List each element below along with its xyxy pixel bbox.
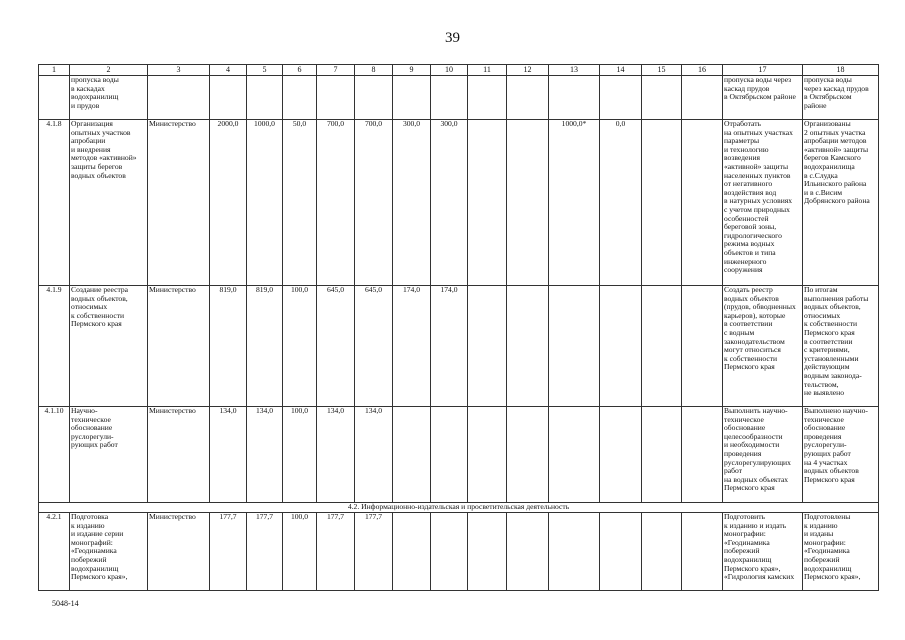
value-cell <box>600 407 642 503</box>
executor: Министерство <box>148 407 210 503</box>
col-header: 18 <box>803 65 879 76</box>
col-header: 11 <box>468 65 507 76</box>
col-header: 13 <box>549 65 600 76</box>
page-number: 39 <box>445 30 460 46</box>
executor: Министерство <box>148 513 210 591</box>
value-cell <box>507 407 549 503</box>
value-cell: 134,0 <box>210 407 247 503</box>
value-cell <box>393 407 431 503</box>
value-cell: 174,0 <box>393 286 431 407</box>
actual-result: Организованы 2 опытных участка апробации методов «активной» защиты берегов Камского водохранилища в с.Слудка Ильинского района и в с.Висим Добрянского района <box>803 120 879 286</box>
value-cell: 177,7 <box>355 513 393 591</box>
column-number-row <box>39 65 879 76</box>
planned-result: пропуска воды через каскад прудов в Октябрьском районе <box>723 76 803 120</box>
value-cell <box>682 286 723 407</box>
row-id: 4.2.1 <box>39 513 70 591</box>
value-cell <box>549 513 600 591</box>
value-cell <box>507 513 549 591</box>
col-header: 3 <box>148 65 210 76</box>
value-cell <box>600 513 642 591</box>
value-cell: 134,0 <box>317 407 355 503</box>
value-cell <box>682 407 723 503</box>
row-id: 4.1.9 <box>39 286 70 407</box>
executor: Министерство <box>148 286 210 407</box>
table-row <box>39 286 879 407</box>
activity-name: пропуска воды в каскадах водохранилищ и прудов <box>70 76 148 120</box>
value-cell: 177,7 <box>317 513 355 591</box>
col-header: 17 <box>723 65 803 76</box>
row-id: 4.1.8 <box>39 120 70 286</box>
value-cell <box>393 513 431 591</box>
col-header: 1 <box>39 65 70 76</box>
table-row <box>39 76 879 120</box>
section-row <box>39 503 879 513</box>
executor: Министерство <box>148 120 210 286</box>
value-cell: 300,0 <box>393 120 431 286</box>
actual-result: Подготовлены к изданию и изданы монографии: «Геодинамика побережий водохранилищ Пермского края», <box>803 513 879 591</box>
value-cell: 700,0 <box>317 120 355 286</box>
value-cell <box>642 407 682 503</box>
value-cell: 645,0 <box>317 286 355 407</box>
col-header: 15 <box>642 65 682 76</box>
col-header: 12 <box>507 65 549 76</box>
col-header: 10 <box>431 65 468 76</box>
value-cell: 0,0 <box>600 120 642 286</box>
value-cell: 1000,0* <box>549 120 600 286</box>
value-cell: 645,0 <box>355 286 393 407</box>
value-cell: 100,0 <box>283 513 317 591</box>
planned-result: Отработать на опытных участках параметры и технологию возведения «активной» защиты населенных пунктов от негативного воздействия вод в натурных условиях с учетом природных особенностей береговой зоны, гидрологического режима водных объектов и типа инженерного сооружения <box>723 120 803 286</box>
col-header: 4 <box>210 65 247 76</box>
col-header: 2 <box>70 65 148 76</box>
actual-result: пропуска воды через каскад прудов в Октябрьском районе <box>803 76 879 120</box>
activity-name: Подготовка к изданию и издание серии монографий: «Геодинамика побережий водохранилищ Пермского края», <box>70 513 148 591</box>
value-cell: 177,7 <box>210 513 247 591</box>
value-cell: 819,0 <box>210 286 247 407</box>
value-cell: 177,7 <box>247 513 283 591</box>
value-cell <box>549 286 600 407</box>
col-header: 8 <box>355 65 393 76</box>
value-cell: 819,0 <box>247 286 283 407</box>
value-cell: 1000,0 <box>247 120 283 286</box>
value-cell: 134,0 <box>247 407 283 503</box>
col-header: 5 <box>247 65 283 76</box>
actual-result: Выполнено научно- техническое обоснование проведения руслорегули- рующих работ на 4 участках водных объектов Пермского края <box>803 407 879 503</box>
program-table <box>38 64 879 591</box>
actual-result: По итогам выполнения работы водных объектов, относимых к собственности Пермского края в соответствии с критериями, установленными действующим водным законода- тельством, не выявлено <box>803 286 879 407</box>
value-cell <box>431 513 468 591</box>
section-title: 4.2. Информационно-издательская и просветительская деятельность <box>39 503 879 513</box>
table-row <box>39 513 879 591</box>
value-cell: 100,0 <box>283 407 317 503</box>
planned-result: Создать реестр водных объектов (прудов, обводненных карьеров), которые в соответствии с водным законодательством могут относиться к собственности Пермского края <box>723 286 803 407</box>
col-header: 6 <box>283 65 317 76</box>
col-header: 16 <box>682 65 723 76</box>
footer-code: 5048-14 <box>52 599 79 608</box>
table-row <box>39 120 879 286</box>
col-header: 9 <box>393 65 431 76</box>
value-cell <box>468 513 507 591</box>
value-cell <box>468 286 507 407</box>
value-cell: 100,0 <box>283 286 317 407</box>
value-cell: 700,0 <box>355 120 393 286</box>
value-cell <box>431 407 468 503</box>
value-cell <box>642 286 682 407</box>
value-cell <box>600 286 642 407</box>
activity-name: Научно- техническое обоснование руслорегули- рующих работ <box>70 407 148 503</box>
value-cell: 2000,0 <box>210 120 247 286</box>
activity-name: Создание реестра водных объектов, относимых к собственности Пермского края <box>70 286 148 407</box>
col-header: 14 <box>600 65 642 76</box>
planned-result: Выполнить научно- техническое обоснование целесообразности и необходимости проведения руслорегулирующих работ на водных объектах Пермского края <box>723 407 803 503</box>
col-header: 7 <box>317 65 355 76</box>
value-cell <box>682 120 723 286</box>
value-cell <box>642 120 682 286</box>
value-cell <box>507 286 549 407</box>
value-cell: 50,0 <box>283 120 317 286</box>
row-id: 4.1.10 <box>39 407 70 503</box>
table-row <box>39 407 879 503</box>
value-cell <box>549 407 600 503</box>
value-cell <box>468 120 507 286</box>
value-cell: 174,0 <box>431 286 468 407</box>
value-cell: 300,0 <box>431 120 468 286</box>
activity-name: Организация опытных участков апробации и внедрения методов «активной» защиты берегов водных объектов <box>70 120 148 286</box>
value-cell <box>468 407 507 503</box>
value-cell <box>507 120 549 286</box>
planned-result: Подготовить к изданию и издать монографии: «Геодинамика побережий водохранилищ Пермского края», «Гидрология камских <box>723 513 803 591</box>
value-cell <box>682 513 723 591</box>
value-cell <box>642 513 682 591</box>
value-cell: 134,0 <box>355 407 393 503</box>
